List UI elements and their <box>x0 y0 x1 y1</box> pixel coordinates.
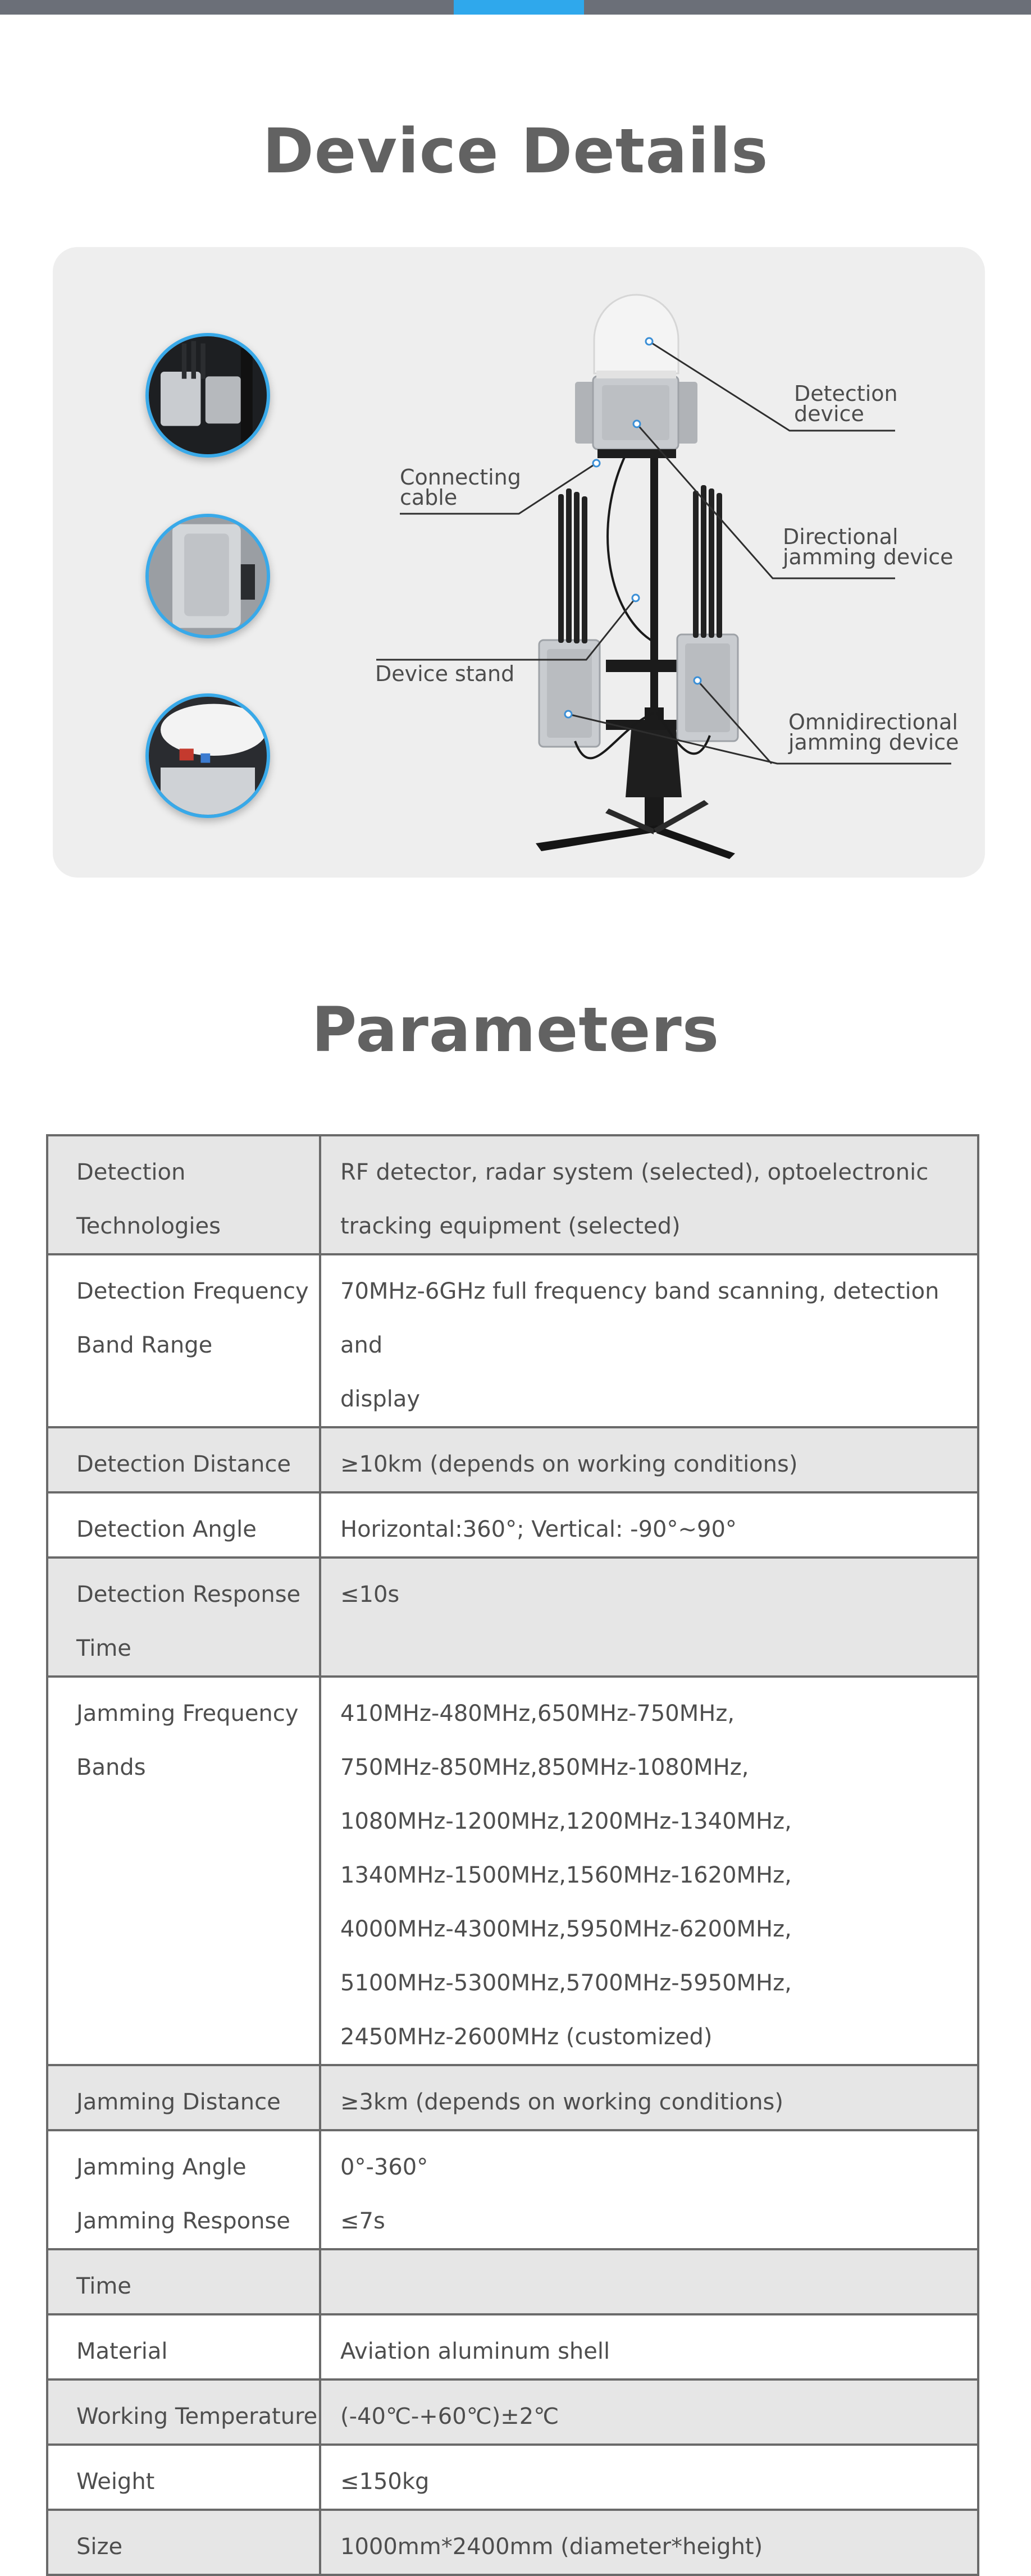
parameter-value-text: ≤10s <box>340 1582 400 1607</box>
parameter-label <box>47 2510 320 2575</box>
parameter-value-text: ≥3km (depends on working conditions) <box>340 2089 784 2115</box>
directional-jammer <box>575 376 697 458</box>
parameter-row <box>47 2130 978 2249</box>
parameter-label-text: Time <box>76 2273 131 2299</box>
parameter-row <box>47 2249 978 2314</box>
parameter-label-text: Jamming Frequency Bands <box>76 1701 299 1780</box>
callout-detection-device: Detection device <box>794 381 898 426</box>
parameter-value <box>320 1254 978 1427</box>
parameter-row <box>47 2379 978 2445</box>
parameter-value <box>320 2065 978 2130</box>
parameter-row <box>47 1135 978 1254</box>
callout-connecting-cable: Connecting cable <box>400 465 521 510</box>
parameter-value-text: 70MHz-6GHz full frequency band scanning, detection and display <box>340 1278 939 1412</box>
parameter-row <box>47 2510 978 2575</box>
callout-device-stand: Device stand <box>375 661 515 686</box>
parameter-value <box>320 1492 978 1558</box>
parameter-value-text: 0°-360° ≤7s <box>340 2154 428 2234</box>
parameter-label <box>47 1677 320 2065</box>
parameter-value-text: ≤150kg <box>340 2469 430 2495</box>
parameter-value <box>320 1558 978 1677</box>
parameter-label-text: Detection Distance <box>76 1451 291 1477</box>
parameters-table <box>46 1134 979 2576</box>
parameter-value-text: ≥10km (depends on working conditions) <box>340 1451 798 1477</box>
device-details-title: Device Details <box>262 115 769 187</box>
parameter-row <box>47 2065 978 2130</box>
parameter-row <box>47 1558 978 1677</box>
parameter-label <box>47 2445 320 2510</box>
parameter-value <box>320 2510 978 2575</box>
parameter-label-text: Weight <box>76 2469 155 2495</box>
parameter-label-text: Material <box>76 2339 168 2364</box>
detection-dome <box>594 295 678 378</box>
parameter-label-text: Detection Frequency Band Range <box>76 1278 309 1358</box>
parameter-row <box>47 1427 978 1492</box>
parameter-label <box>47 1254 320 1427</box>
parameter-label <box>47 1135 320 1254</box>
parameter-label <box>47 1558 320 1677</box>
parameter-value <box>320 1677 978 2065</box>
parameter-label <box>47 2314 320 2379</box>
parameter-label <box>47 2379 320 2445</box>
parameter-label-text: Detection Technologies <box>76 1159 221 1239</box>
parameter-label <box>47 2249 320 2314</box>
parameter-row <box>47 1254 978 1427</box>
parameter-value-text: (-40℃-+60℃)±2℃ <box>340 2404 559 2429</box>
parameter-value <box>320 2445 978 2510</box>
device-details-panel <box>53 247 985 878</box>
top-nav-bar <box>0 0 1031 15</box>
parameter-value <box>320 1427 978 1492</box>
parameter-value-text: 1000mm*2400mm (diameter*height) <box>340 2534 763 2560</box>
callout-directional-jamming-device: Directional jamming device <box>783 524 954 569</box>
parameter-label-text: Jamming Distance <box>76 2089 281 2115</box>
parameter-value <box>320 2314 978 2379</box>
parameter-value-text: Horizontal:360°; Vertical: -90°~90° <box>340 1517 737 1542</box>
parameter-row <box>47 2314 978 2379</box>
callout-omnidirectional-jamming-device: Omnidirectional jamming device <box>788 710 959 755</box>
parameter-label <box>47 1427 320 1492</box>
parameter-row <box>47 2445 978 2510</box>
parameter-row <box>47 1677 978 2065</box>
parameter-label <box>47 2130 320 2249</box>
parameter-label <box>47 1492 320 1558</box>
parameter-value <box>320 1135 978 1254</box>
parameter-value-text: RF detector, radar system (selected), optoelectronic tracking equipment (selected) <box>340 1159 929 1239</box>
parameter-value-text: 410MHz-480MHz,650MHz-750MHz, 750MHz-850MHz,850MHz-1080MHz, 1080MHz-1200MHz,1200MHz-1340MHz, 1340MHz-1500MHz,1560MHz-1620MHz, 4000MHz-4300MHz,5950MHz-6200MHz, 5100MHz-5300MHz,5700MHz-5950MHz, 2450MHz-2600MHz (customized) <box>340 1701 792 2050</box>
omnidirectional-jammer-right <box>677 485 738 741</box>
parameter-value-text: Aviation aluminum shell <box>340 2339 610 2364</box>
parameter-label-text: Size <box>76 2534 123 2560</box>
parameter-label-text: Detection Response Time <box>76 1582 301 1661</box>
center-mast <box>650 415 658 730</box>
parameter-value <box>320 2130 978 2249</box>
parameter-value <box>320 2249 978 2314</box>
parameter-row <box>47 1492 978 1558</box>
omnidirectional-jammer-left <box>539 488 600 747</box>
parameter-label-text: Jamming Angle Jamming Response <box>76 2154 290 2234</box>
parameters-table-body <box>47 1135 978 2575</box>
parameters-title: Parameters <box>311 994 720 1066</box>
active-tab-indicator <box>454 0 584 15</box>
parameter-label <box>47 2065 320 2130</box>
parameter-value <box>320 2379 978 2445</box>
parameter-label-text: Working Temperature <box>76 2404 318 2429</box>
parameter-label-text: Detection Angle <box>76 1517 257 1542</box>
